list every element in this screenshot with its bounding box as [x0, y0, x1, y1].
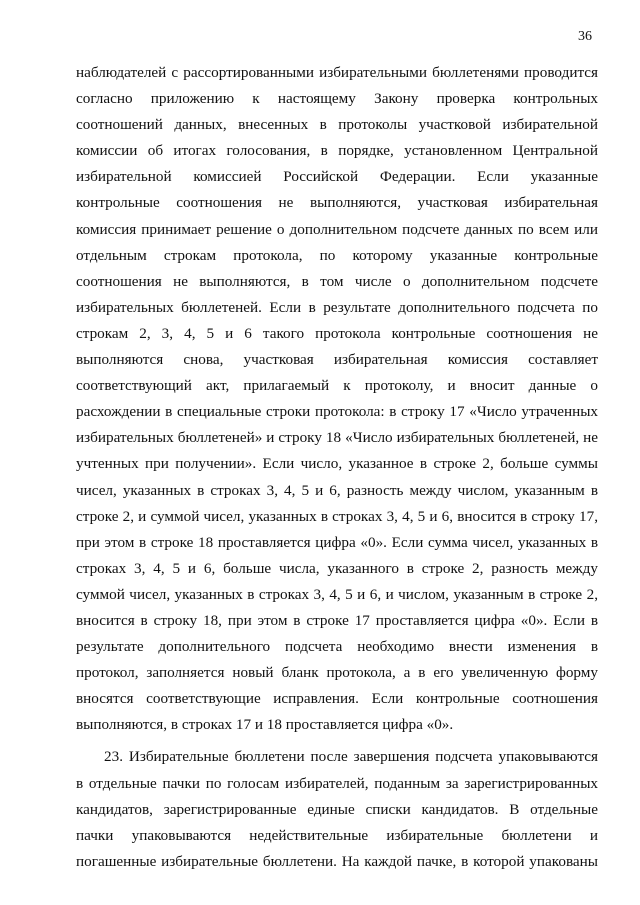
page-number: 36 — [578, 29, 592, 44]
text-line: в отдельные пачки по голосам избирателей, поданным за зарегистрированных — [76, 774, 598, 792]
text-line: соответствующий акт, прилагаемый к протоколу, и вносит данные о — [76, 377, 598, 395]
text-line: комиссия принимает решение о дополнительном подсчете данных по всем или — [76, 220, 598, 238]
text-line: соотношений данных, внесенных в протоколы участковой избирательной — [76, 116, 598, 134]
text-line: чисел, указанных в строках 3, 4, 5 и 6, разность между числом, указанным в — [76, 481, 598, 499]
text-line: учтенных при получении». Если число, указанное в строке 2, больше суммы — [76, 455, 598, 473]
text-line: отдельным строкам протокола, по которому указанные контрольные — [76, 246, 598, 264]
text-line: комиссии об итогах голосования, в порядке, установленном Центральной — [76, 142, 598, 160]
text-line: строкам 2, 3, 4, 5 и 6 такого протокола контрольные соотношения не — [76, 324, 598, 342]
text-line: погашенные избирательные бюллетени. На каждой пачке, в которой упакованы — [76, 852, 598, 870]
text-line: суммой чисел, указанных в строках 3, 4, 5 и 6, и числом, указанным в строке 2, — [76, 585, 598, 603]
text-line: согласно приложению к настоящему Закону проверка контрольных — [76, 90, 598, 108]
text-line: кандидатов, зарегистрированные единые списки кандидатов. В отдельные — [76, 800, 598, 818]
text-line: выполняются, в строках 17 и 18 проставляется цифра «0». — [76, 716, 454, 734]
text-line: строках 3, 4, 5 и 6, больше числа, указанного в строке 2, разность между — [76, 559, 598, 577]
text-line: контрольные соотношения не выполняются, участковая избирательная — [76, 194, 598, 212]
text-line: избирательных бюллетеней. Если в результате дополнительного подсчета по — [76, 298, 598, 316]
text-line: расхождении в специальные строки протокола: в строку 17 «Число утраченных — [76, 403, 598, 421]
text-line: строке 2, и суммой чисел, указанных в строках 3, 4, 5 и 6, вносится в строку 17, — [76, 507, 598, 525]
text-line: избирательной комиссией Российской Федерации. Если указанные — [76, 168, 598, 186]
text-line: избирательных бюллетеней» и строку 18 «Число избирательных бюллетеней, не — [76, 429, 598, 447]
paragraph-1 — [76, 60, 598, 738]
text-line: пачки упаковываются недействительные избирательные бюллетени и — [76, 826, 598, 844]
text-line: при этом в строке 18 проставляется цифра «0». Если сумма чисел, указанных в — [76, 533, 598, 551]
text-line: наблюдателей с рассортированными избирательными бюллетенями проводится — [76, 64, 598, 81]
paragraph-2 — [76, 744, 598, 874]
text-line: вносится в строку 18, при этом в строке 17 проставляется цифра «0». Если в — [76, 611, 598, 629]
body-text — [76, 60, 598, 875]
text-line: 23. Избирательные бюллетени после завершения подсчета упаковываются — [104, 748, 598, 766]
text-line: вносятся соответствующие исправления. Если контрольные соотношения — [76, 690, 598, 708]
text-line: результате дополнительного подсчета необходимо внести изменения в — [76, 638, 598, 656]
text-line: протокол, заполняется новый бланк протокола, а в его увеличенную форму — [76, 664, 598, 682]
text-line: соотношения не выполняются, в том числе о дополнительном подсчете — [76, 272, 598, 290]
text-line: выполняются снова, участковая избирательная комиссия составляет — [76, 351, 598, 369]
